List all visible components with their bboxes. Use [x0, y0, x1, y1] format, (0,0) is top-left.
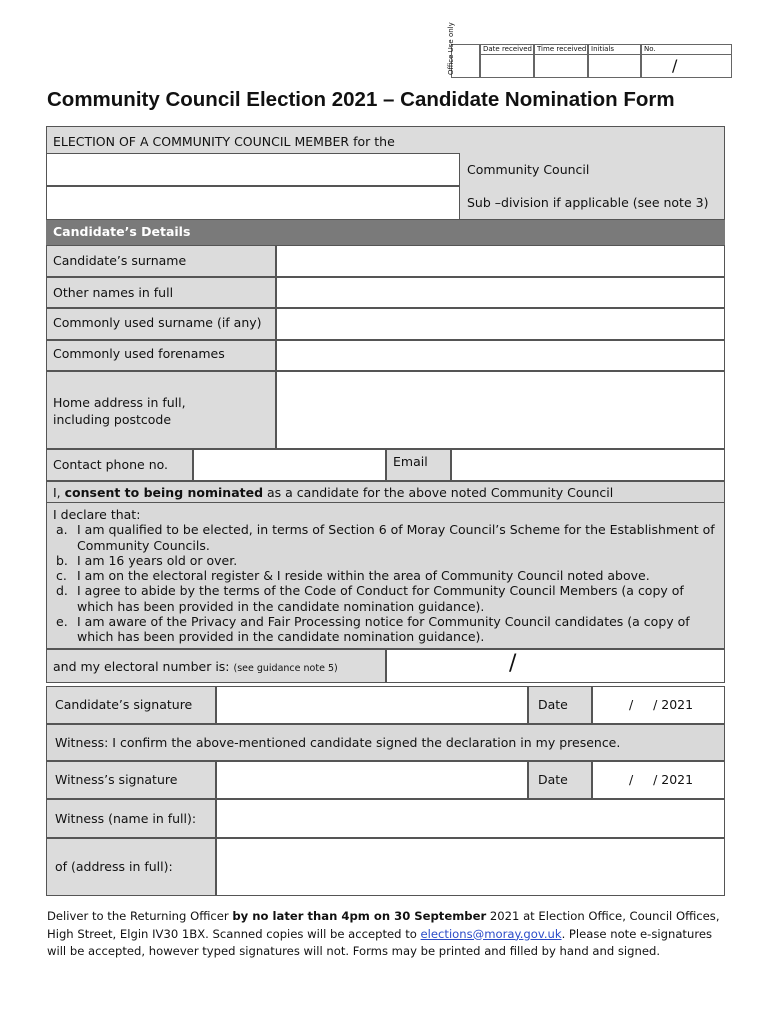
signature-label: Candidate’s signature [55, 697, 193, 712]
witness-name-label: Witness (name in full): [55, 811, 197, 826]
electoral-number-label: and my electoral number is: (see guidance note 5) [53, 659, 338, 674]
office-use-label: Office Use only [451, 44, 480, 78]
declaration-item: c. I am on the electoral register & I reside within the area of Community Council noted above. [56, 568, 650, 584]
candidate-details-header: Candidate’s Details [46, 220, 725, 245]
address-label-line2: including postcode [53, 412, 172, 427]
declaration-item: d. I agree to abide by the terms of the Code of Conduct for Community Council Members (a copy of which has been provided in the candidate nomination guidance). [56, 583, 684, 614]
community-council-label: Community Council [467, 162, 590, 177]
witness-address-label: of (address in full): [55, 859, 173, 874]
witness-address-input[interactable] [216, 838, 725, 896]
common-forenames-label: Commonly used forenames [53, 346, 225, 361]
common-surname-label: Commonly used surname (if any) [53, 315, 262, 330]
declaration-item: a. I am qualified to be elected, in terms of Section 6 of Moray Council’s Scheme for the Establishment of Community Councils. [56, 522, 715, 553]
subdivision-label: Sub –division if applicable (see note 3) [467, 195, 709, 210]
witness-signature-label: Witness’s signature [55, 772, 178, 787]
election-heading: ELECTION OF A COMMUNITY COUNCIL MEMBER for the [53, 134, 395, 149]
witness-date-input[interactable]: / / 2021 [592, 761, 725, 799]
phone-input[interactable] [193, 449, 386, 481]
electoral-number-input[interactable] [386, 649, 725, 683]
signature-input[interactable] [216, 686, 528, 724]
elections-email-link[interactable]: elections@moray.gov.uk [420, 926, 562, 941]
number-cell[interactable]: No. / [641, 44, 732, 78]
witness-name-input[interactable] [216, 799, 725, 838]
surname-label: Candidate’s surname [53, 253, 187, 268]
other-names-input[interactable] [276, 277, 725, 308]
surname-input[interactable] [276, 245, 725, 277]
page-title: Community Council Election 2021 – Candidate Nomination Form [47, 88, 675, 111]
declaration-item: e. I am aware of the Privacy and Fair Processing notice for Community Council candidates (a copy of which has been provided in the candidate nomination guidance). [56, 614, 690, 645]
address-input[interactable] [276, 371, 725, 449]
declaration-item: b. I am 16 years old or over. [56, 552, 238, 568]
consent-statement: I, consent to being nominated as a candidate for the above noted Community Council [53, 485, 614, 500]
common-surname-input[interactable] [276, 308, 725, 340]
witness-statement: Witness: I confirm the above-mentioned candidate signed the declaration in my presence. [55, 735, 621, 750]
email-input[interactable] [451, 449, 725, 481]
email-label: Email [393, 454, 428, 469]
office-use-box [447, 22, 732, 78]
phone-label: Contact phone no. [53, 457, 169, 472]
signature-date-input[interactable]: / / 2021 [592, 686, 725, 724]
address-label-line1: Home address in full, [53, 395, 186, 410]
initials-cell[interactable]: Initials [588, 44, 641, 78]
witness-signature-input[interactable] [216, 761, 528, 799]
delivery-instructions: Deliver to the Returning Officer by no later than 4pm on 30 September 2021 at Election Office, Council Offices, High Street, Elgin IV30 1BX. Scanned copies will be accepted to elections@moray.gov.uk. Please note e-signatures will be accepted, however typed signatures will not. Forms may be printed and filled by hand and signed. [47, 909, 720, 958]
witness-date-label: Date [538, 772, 568, 787]
declaration-list [53, 507, 718, 645]
common-forenames-input[interactable] [276, 340, 725, 371]
subdivision-input[interactable] [46, 186, 460, 220]
declaration-intro: I declare that: [53, 507, 141, 522]
electoral-number-separator: / [509, 651, 517, 676]
signature-date-label: Date [538, 697, 568, 712]
date-received-cell[interactable]: Date received [480, 44, 534, 78]
community-council-input[interactable] [46, 153, 460, 186]
time-received-cell[interactable]: Time received [534, 44, 588, 78]
other-names-label: Other names in full [53, 285, 174, 300]
divider [46, 502, 725, 503]
